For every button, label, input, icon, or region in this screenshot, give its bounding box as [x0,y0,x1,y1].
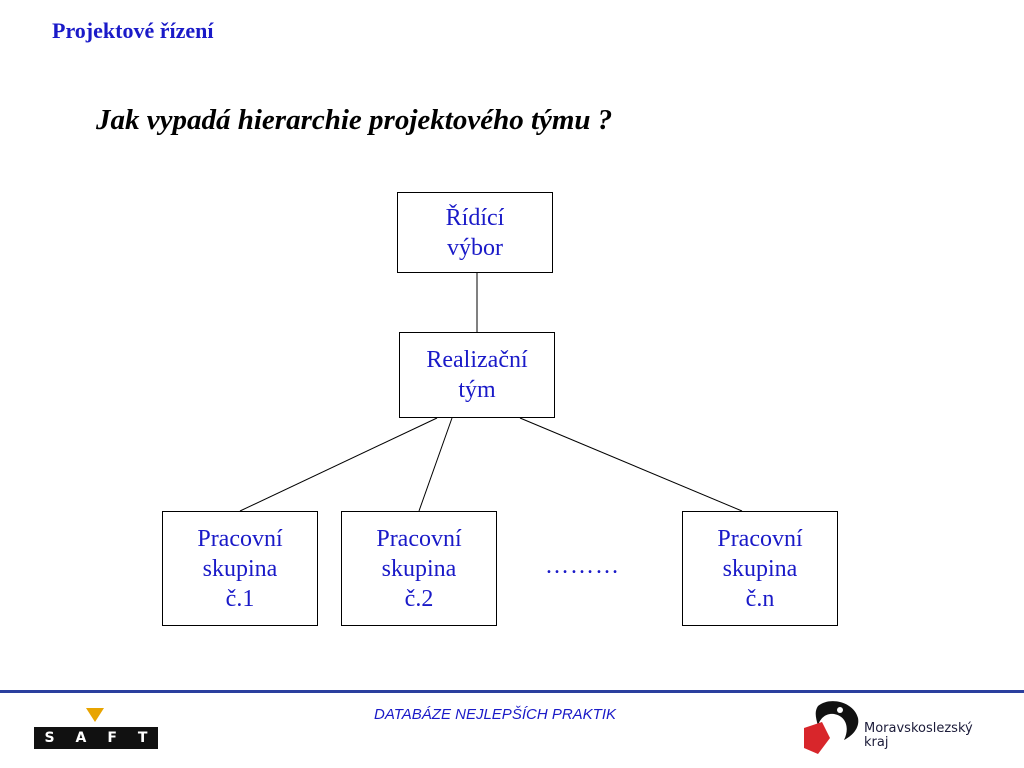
node-group1-line3: č.1 [225,585,255,612]
region-name-line1: Moravskoslezský [864,721,973,736]
footer-database-label: DATABÁZE NEJLEPŠÍCH PRAKTIK [374,706,616,723]
slide-header-title: Projektové řízení [52,18,214,43]
node-realization-line2: tým [458,377,496,403]
connector-realization-group2 [419,418,452,511]
node-groupn-line2: skupina [722,555,798,582]
slide-question-heading: Jak vypadá hierarchie projektového týmu ? [96,104,613,136]
saft-letter-a: A [75,730,87,746]
more-groups-ellipsis: ……… [545,553,620,579]
node-working-group-n [682,511,838,626]
saft-letter-f: F [107,730,117,746]
node-steering-committee [397,192,553,273]
region-name [864,722,973,750]
node-steering-line2: výbor [447,234,503,261]
node-group1-line2: skupina [202,555,278,582]
node-realization-line1: Realizační [426,347,528,373]
moravskoslezsky-kraj-logo [800,698,990,758]
node-steering-line1: Řídící [445,204,505,231]
footer-divider [0,690,1024,693]
node-working-group-2 [341,511,497,626]
node-group1-line1: Pracovní [197,525,283,552]
saft-triangle-icon [86,708,104,722]
node-working-group-1 [162,511,318,626]
saft-logo [34,708,158,750]
saft-letter-t: T [137,730,148,746]
saft-letter-s: S [44,730,55,746]
node-realization-team [399,332,555,418]
connector-realization-groupn [520,418,742,511]
connector-realization-group1 [240,418,437,511]
region-bird-icon [800,698,862,758]
node-groupn-line1: Pracovní [717,525,803,552]
node-groupn-line3: č.n [745,585,775,612]
saft-logo-bar [34,727,158,749]
node-group2-line3: č.2 [404,585,434,612]
node-group2-line2: skupina [381,555,457,582]
node-group2-line1: Pracovní [376,525,462,552]
region-name-line2: kraj [864,735,889,750]
